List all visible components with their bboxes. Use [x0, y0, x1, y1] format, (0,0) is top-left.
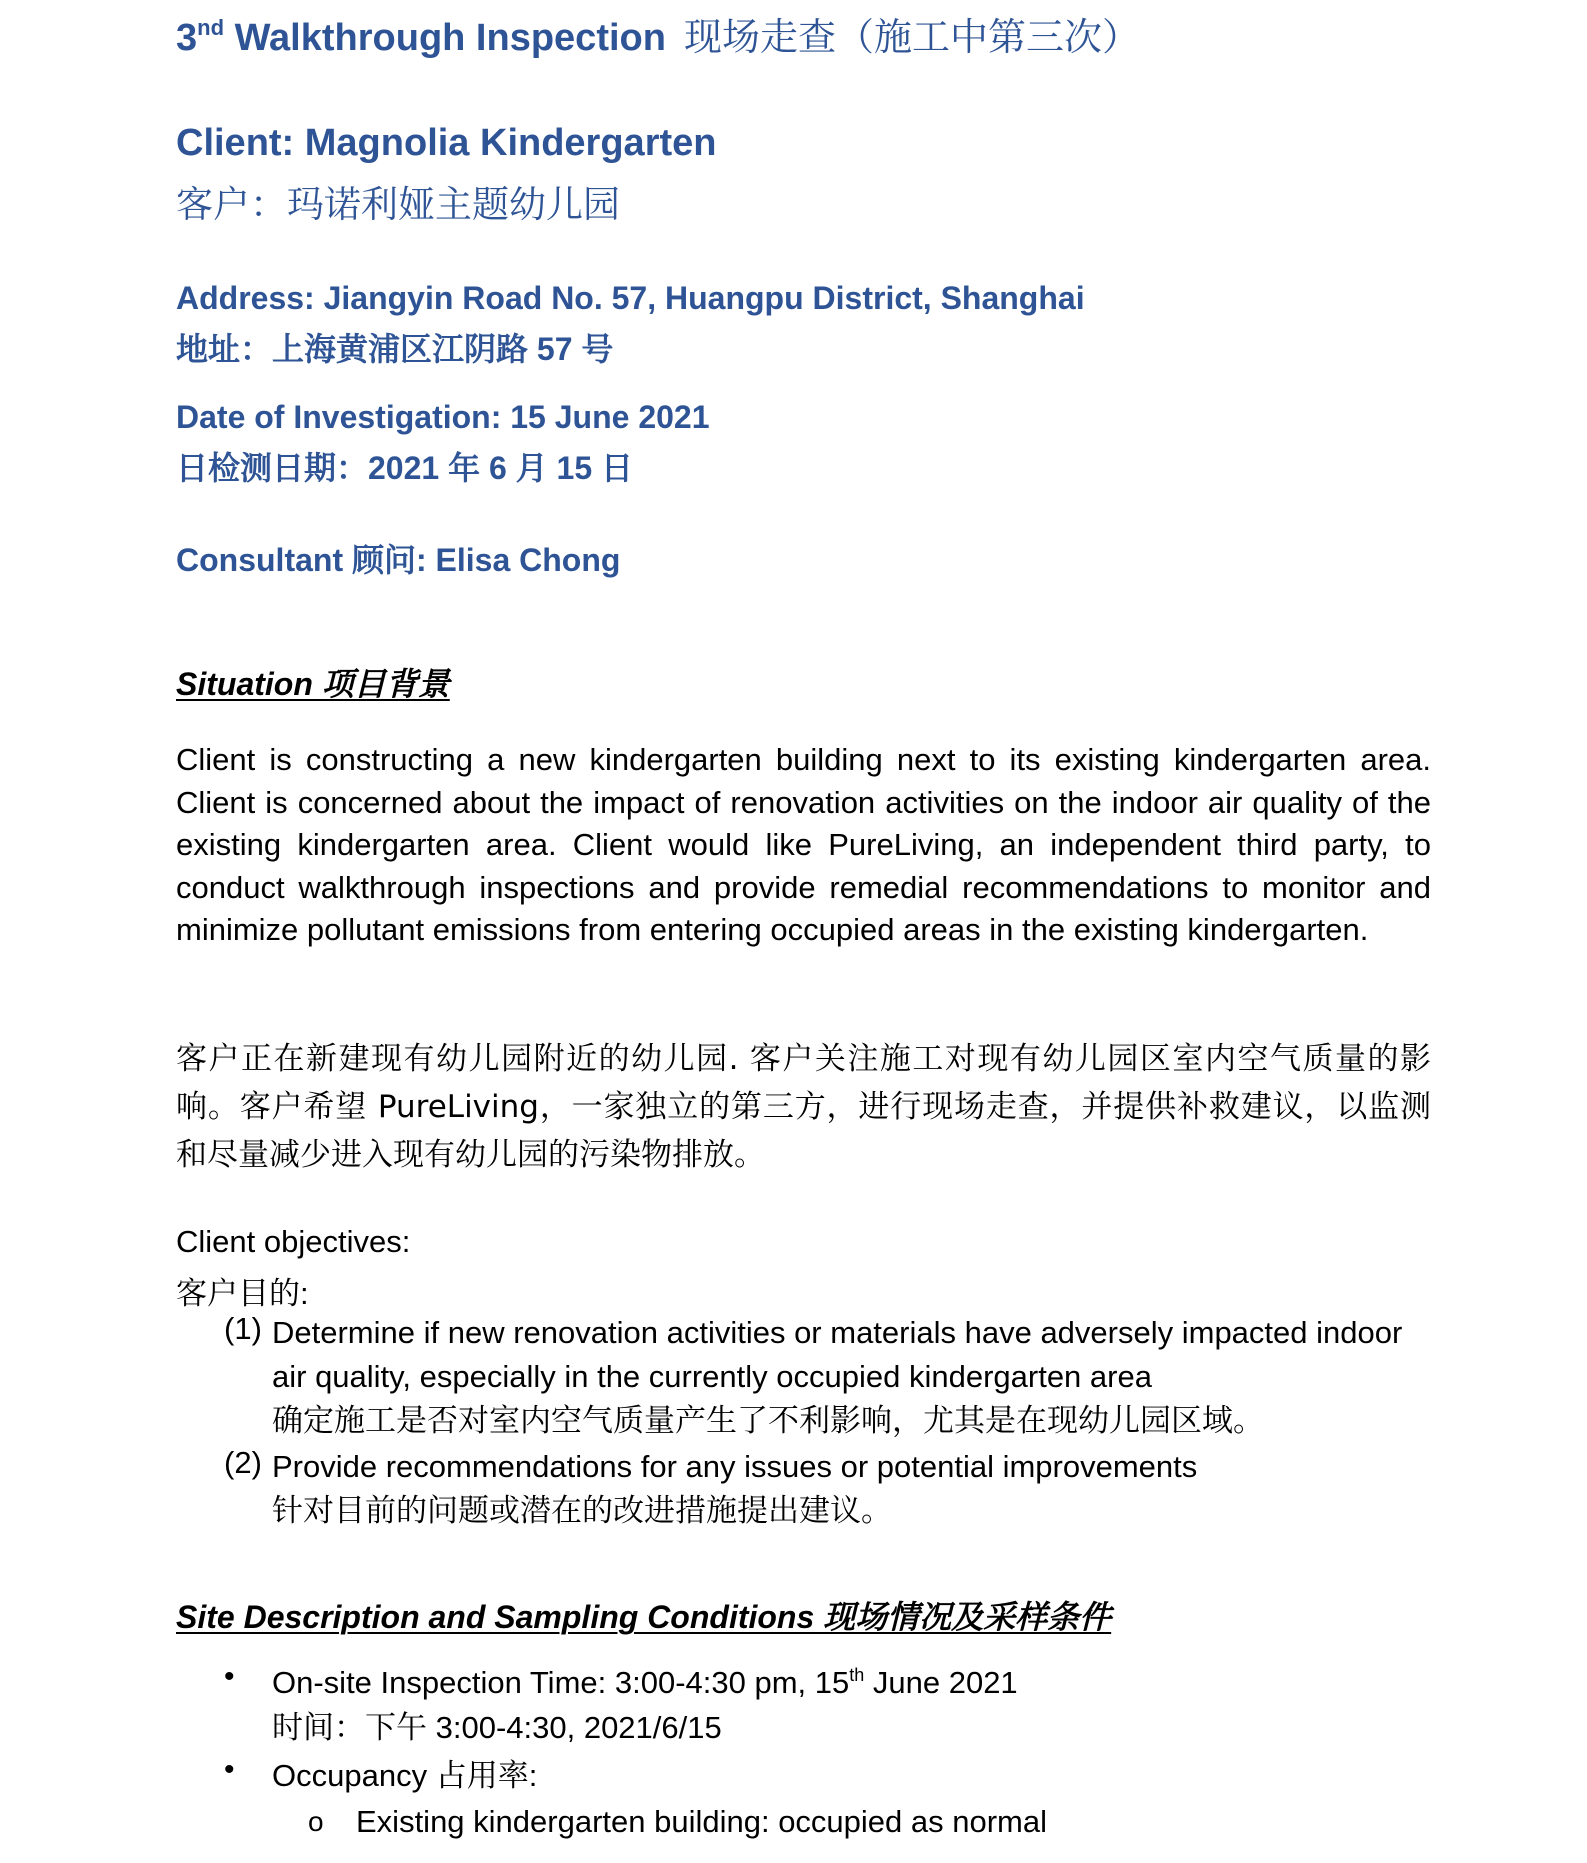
inspection-time-ordinal: th	[849, 1665, 865, 1685]
objective-text-zh: 确定施工是否对室内空气质量产生了不利影响，尤其是在现幼儿园区域。	[272, 1403, 1264, 1438]
inspection-time-text: On-site Inspection Time: 3:00-4:30 pm, 15	[272, 1665, 850, 1700]
title-chinese: 现场走查（施工中第三次）	[683, 17, 1140, 59]
bullet-item-inspection-time	[224, 1660, 1018, 1750]
inspection-time-en	[272, 1660, 1018, 1705]
objectives-label-en: Client objectives:	[176, 1224, 411, 1259]
bullet-item-occupancy	[224, 1753, 537, 1798]
investigation-date-en: Date of Investigation: 15 June 2021	[176, 399, 710, 435]
title-text: Walkthrough Inspection	[224, 17, 666, 59]
address-en: Address: Jiangyin Road No. 57, Huangpu District, Shanghai	[176, 280, 1085, 316]
page-title	[176, 6, 1140, 61]
occupancy-label: Occupancy 占用率:	[272, 1758, 538, 1793]
objective-text-zh: 针对目前的问题或潜在的改进措施提出建议。	[272, 1493, 892, 1528]
objective-item	[224, 1311, 1424, 1443]
objective-number: (2)	[224, 1445, 262, 1480]
objective-text-en: Determine if new renovation activities or materials have adversely impacted indoor air quality, especially in the currently occupied kindergarten area	[272, 1315, 1403, 1394]
bullet-icon: •	[224, 1753, 235, 1786]
title-number: 3	[176, 17, 198, 59]
client-name-zh: 客户：玛诺利娅主题幼儿园	[176, 184, 620, 225]
address-zh: 地址：上海黄浦区江阴路 57 号	[176, 331, 614, 367]
occupancy-existing-building: Existing kindergarten building: occupied as normal	[356, 1804, 1048, 1839]
objective-number: (1)	[224, 1311, 262, 1346]
hollow-bullet-icon: o	[308, 1806, 324, 1837]
objective-item	[224, 1445, 1424, 1533]
client-name-en: Client: Magnolia Kindergarten	[176, 122, 717, 164]
title-ordinal-suffix: nd	[197, 15, 225, 40]
objective-text-en: Provide recommendations for any issues or potential improvements	[272, 1449, 1198, 1484]
inspection-time-zh: 时间：下午 3:00-4:30, 2021/6/15	[272, 1710, 722, 1745]
consultant-line: Consultant 顾问: Elisa Chong	[176, 542, 621, 578]
situation-heading: Situation 项目背景	[176, 666, 450, 702]
objectives-label-zh: 客户目的:	[176, 1276, 309, 1311]
site-description-heading: Site Description and Sampling Conditions 现场情况及采样条件	[176, 1599, 1112, 1635]
situation-paragraph-en: Client is constructing a new kindergarten building next to its existing kindergarten area. Client is concerned about the impact of renovation activities on the indoor air quality of the existing kindergarten area. Client would like PureLiving, an independent third party, to conduct walkthrough inspections and provide remedial recommendations to monitor and minimize pollutant emissions from entering occupied areas in the existing kindergarten.	[176, 742, 1431, 948]
situation-paragraph-zh: 客户正在新建现有幼儿园附近的幼儿园. 客户关注施工对现有幼儿园区室内空气质量的影响。客户希望 PureLiving，一家独立的第三方，进行现场走查，并提供补救建议，以监测和尽量减少进入现有幼儿园的污染物排放。	[176, 1041, 1431, 1173]
investigation-date-zh: 日检测日期：2021 年 6 月 15 日	[176, 450, 634, 486]
sub-bullet-item-occupancy	[308, 1804, 1047, 1840]
bullet-icon: •	[224, 1660, 235, 1693]
inspection-time-month: June 2021	[864, 1665, 1018, 1700]
